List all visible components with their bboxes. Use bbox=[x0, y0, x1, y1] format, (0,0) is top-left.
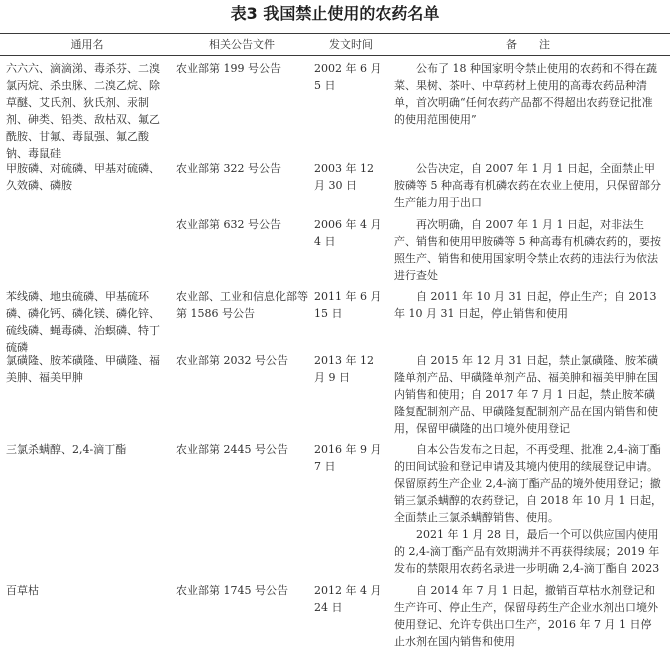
header-date: 发文时间 bbox=[329, 38, 373, 51]
row-3-date: 2006 年 4 月 4 日 bbox=[314, 218, 382, 248]
row-6-name: 三氯杀螨醇、2,4-滴丁酯 bbox=[6, 443, 127, 456]
row-7-note-text: 自 2014 年 7 月 1 日起，撤销百草枯水剂登记和生产许可、停止生产，保留母药生产企业水剂出口境外使用登记、允许专供出口生产，2016 年 7 月 1 日停止水剂在国内销售和使用 bbox=[394, 584, 658, 648]
row-7-name: 百草枯 bbox=[6, 584, 39, 597]
table-title: 表3 我国禁止使用的农药名单 bbox=[230, 4, 440, 23]
row-5-note bbox=[394, 352, 662, 438]
row-5-name: 氯磺隆、胺苯磺隆、甲磺隆、福美胂、福美甲胂 bbox=[6, 354, 160, 384]
row-2-doc: 农业部第 322 号公告 bbox=[176, 162, 281, 175]
row-1-note bbox=[394, 60, 662, 145]
row-4-doc: 农业部、工业和信息化部等第 1586 号公告 bbox=[176, 290, 308, 320]
row-5-note-text: 自 2015 年 12 月 31 日起，禁止氯磺隆、胺苯磺隆单剂产品、甲磺隆单剂产品、福美胂和福美甲胂在国内销售和使用；自 2017 年 7 月 1 日起，禁止胺苯磺隆复配制剂产品、甲磺隆复配制剂产品在国内销售和使用，保留甲磺隆的出口境外使用登记 bbox=[394, 354, 658, 435]
row-2-name: 甲胺磷、对硫磷、甲基对硫磷、久效磷、磷胺 bbox=[6, 162, 160, 192]
row-6-note-text: 自本公告发布之日起，不再受理、批准 2,4-滴丁酯的田间试验和登记申请及其境内使用的续展登记申请。保留原药生产企业 2,4-滴丁酯产品的境外使用登记；撤销三氯杀螨醇的农药登记，自 2018 年 10 月 1 日起，全面禁止三氯杀螨醇销售、使用。 bbox=[394, 443, 662, 524]
row-6-date: 2016 年 9 月 7 日 bbox=[314, 443, 382, 473]
top-rule bbox=[0, 33, 670, 34]
row-1-note-text: 公布了 18 种国家明令禁止使用的农药和不得在蔬菜、果树、茶叶、中草药材上使用的高毒农药品种清单，首次明确“任何农药产品都不得超出农药登记批准的使用范围使用” bbox=[394, 62, 657, 126]
row-1-doc: 农业部第 199 号公告 bbox=[176, 62, 281, 75]
row-7-note bbox=[394, 582, 662, 652]
row-3-note-text: 再次明确，自 2007 年 1 月 1 日起，对非法生产、销售和使用甲胺磷等 5 种高毒有机磷农药的，要按照生产、销售和使用国家明令禁止农药的违法行为依法进行查处 bbox=[394, 218, 661, 282]
row-6-doc: 农业部第 2445 号公告 bbox=[176, 443, 288, 456]
row-4-note-text: 自 2011 年 10 月 31 日起，停止生产；自 2013 年 10 月 31 日起，停止销售和使用 bbox=[394, 290, 657, 320]
row-4-date: 2011 年 6 月 15 日 bbox=[314, 290, 382, 320]
row-2-date: 2003 年 12 月 30 日 bbox=[314, 162, 374, 192]
row-7-doc: 农业部第 1745 号公告 bbox=[176, 584, 288, 597]
row-3-doc: 农业部第 632 号公告 bbox=[176, 218, 281, 231]
row-4-note bbox=[394, 288, 662, 324]
row-1-date: 2002 年 6 月 5 日 bbox=[314, 62, 382, 92]
row-3-note bbox=[394, 216, 662, 285]
row-4-name: 苯线磷、地虫硫磷、甲基硫环磷、磷化钙、磷化镁、磷化锌、硫线磷、蝇毒磷、治螟磷、特丁硫磷 bbox=[6, 290, 160, 354]
row-1-name: 六六六、滴滴涕、毒杀芬、二溴氯丙烷、杀虫脒、二溴乙烷、除草醚、艾氏剂、狄氏剂、汞制剂、砷类、铅类、敌枯双、氟乙酰胺、甘氟、毒鼠强、氟乙酸钠、毒鼠硅 bbox=[6, 62, 160, 160]
row-2-note bbox=[394, 160, 662, 212]
row-2-note-text: 公告决定，自 2007 年 1 月 1 日起，全面禁止甲胺磷等 5 种高毒有机磷农药在农业上使用，只保留部分生产能力用于出口 bbox=[394, 162, 661, 209]
row-5-doc: 农业部第 2032 号公告 bbox=[176, 354, 288, 367]
header-name: 通用名 bbox=[70, 38, 104, 51]
row-6-note bbox=[394, 441, 662, 578]
header-doc: 相关公告文件 bbox=[209, 38, 275, 51]
row-5-date: 2013 年 12 月 9 日 bbox=[314, 354, 374, 384]
header-note: 备 注 bbox=[506, 38, 550, 51]
row-6-note-text-2: 2021 年 1 月 28 日，最后一个可以供应国内使用的 2,4-滴丁酯产品有效期满并不再获得续展；2019 年发布的禁限用农药名录进一步明确 2,4-滴丁酯自 2023 bbox=[394, 528, 660, 575]
row-7-date: 2012 年 4 月 24 日 bbox=[314, 584, 382, 614]
header-rule bbox=[0, 55, 670, 56]
